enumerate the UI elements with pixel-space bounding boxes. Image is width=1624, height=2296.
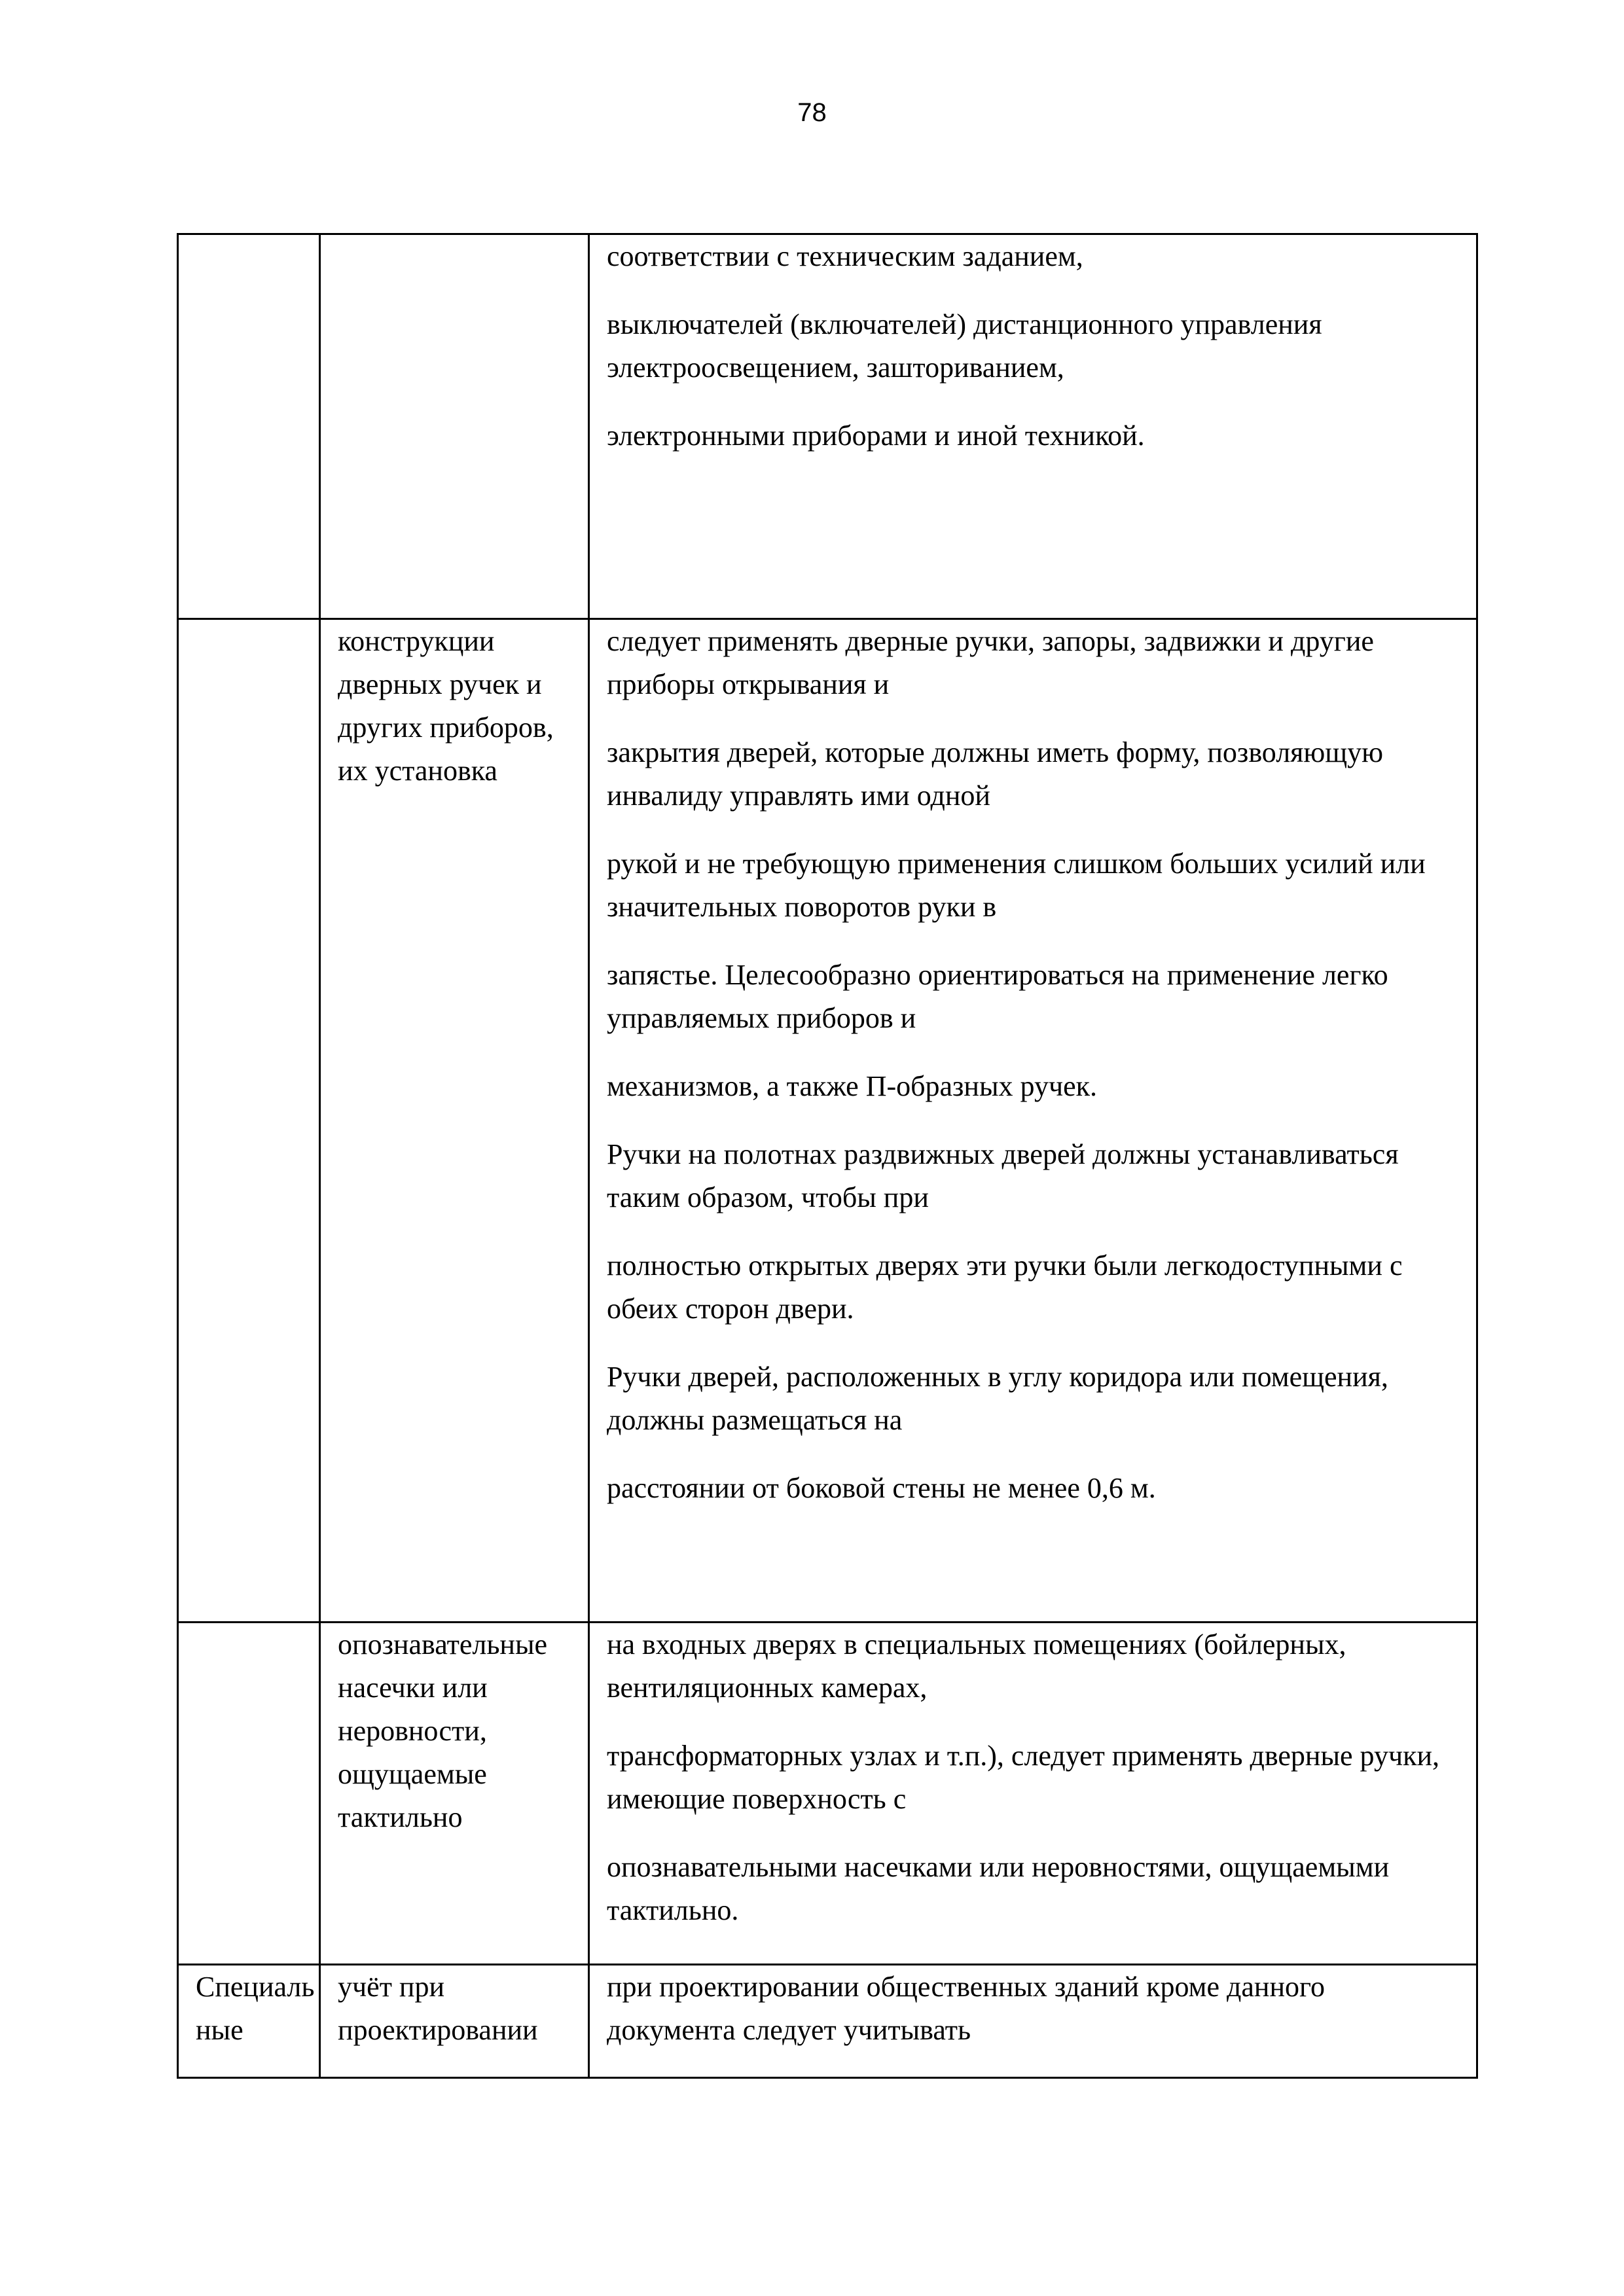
page-number: 78 xyxy=(797,98,827,127)
requirements-cell xyxy=(588,1965,1477,2078)
requirement-paragraph: рукой и не требующую применения слишком больших усилий или значительных поворотов руки в xyxy=(606,848,1426,923)
table-row xyxy=(178,619,1477,1623)
requirement-paragraph: полностью открытых дверях эти ручки были легкодоступными с обеих сторон двери. xyxy=(606,1249,1403,1325)
requirement-paragraph: выключателей (включателей) дистанционного управления электроосвещением, зашториванием, xyxy=(606,308,1322,384)
requirement-paragraph: опознавательными насечками или неровностями, ощущаемыми тактильно. xyxy=(606,1851,1390,1926)
requirement-paragraph: Ручки на полотнах раздвижных дверей должны устанавливаться таким образом, чтобы при xyxy=(606,1138,1399,1213)
category-cell xyxy=(178,619,320,1623)
category-cell xyxy=(178,1623,320,1965)
requirement-paragraph: закрытия дверей, которые должны иметь форму, позволяющую инвалиду управлять ими одной xyxy=(606,736,1384,812)
element-cell: учёт при проектировании xyxy=(320,1965,589,2078)
table-row xyxy=(178,1965,1477,2078)
element-cell xyxy=(320,234,589,619)
requirement-paragraph: механизмов, а также П-образных ручек. xyxy=(606,1070,1097,1102)
requirements-cell xyxy=(588,234,1477,619)
requirement-paragraph: Ручки дверей, расположенных в углу коридора или помещения, должны размещаться на xyxy=(606,1361,1388,1436)
requirement-paragraph: при проектировании общественных зданий кроме данного документа следует учитывать xyxy=(606,1971,1325,2046)
element-cell: конструкции дверных ручек и других приборов, их установка xyxy=(320,619,589,1623)
category-cell xyxy=(178,234,320,619)
requirement-paragraph: на входных дверях в специальных помещениях (бойлерных, вентиляционных камерах, xyxy=(606,1628,1346,1704)
requirement-paragraph: следует применять дверные ручки, запоры, задвижки и другие приборы открывания и xyxy=(606,625,1374,700)
table-row xyxy=(178,1623,1477,1965)
requirements-cell xyxy=(588,1623,1477,1965)
requirement-paragraph: трансформаторных узлах и т.п.), следует применять дверные ручки, имеющие поверхность с xyxy=(606,1740,1440,1815)
requirement-paragraph: соответствии с техническим заданием, xyxy=(606,240,1083,272)
category-cell: Специаль ные xyxy=(178,1965,320,2078)
requirements-cell xyxy=(588,619,1477,1623)
requirement-paragraph: электронными приборами и иной техникой. xyxy=(606,420,1145,452)
requirement-paragraph: расстоянии от боковой стены не менее 0,6 м. xyxy=(606,1472,1156,1504)
requirements-table xyxy=(177,233,1478,2079)
table-row xyxy=(178,234,1477,619)
element-cell: опознавательные насечки или неровности, ощущаемые тактильно xyxy=(320,1623,589,1965)
requirement-paragraph: запястье. Целесообразно ориентироваться на применение легко управляемых приборов и xyxy=(606,959,1388,1034)
